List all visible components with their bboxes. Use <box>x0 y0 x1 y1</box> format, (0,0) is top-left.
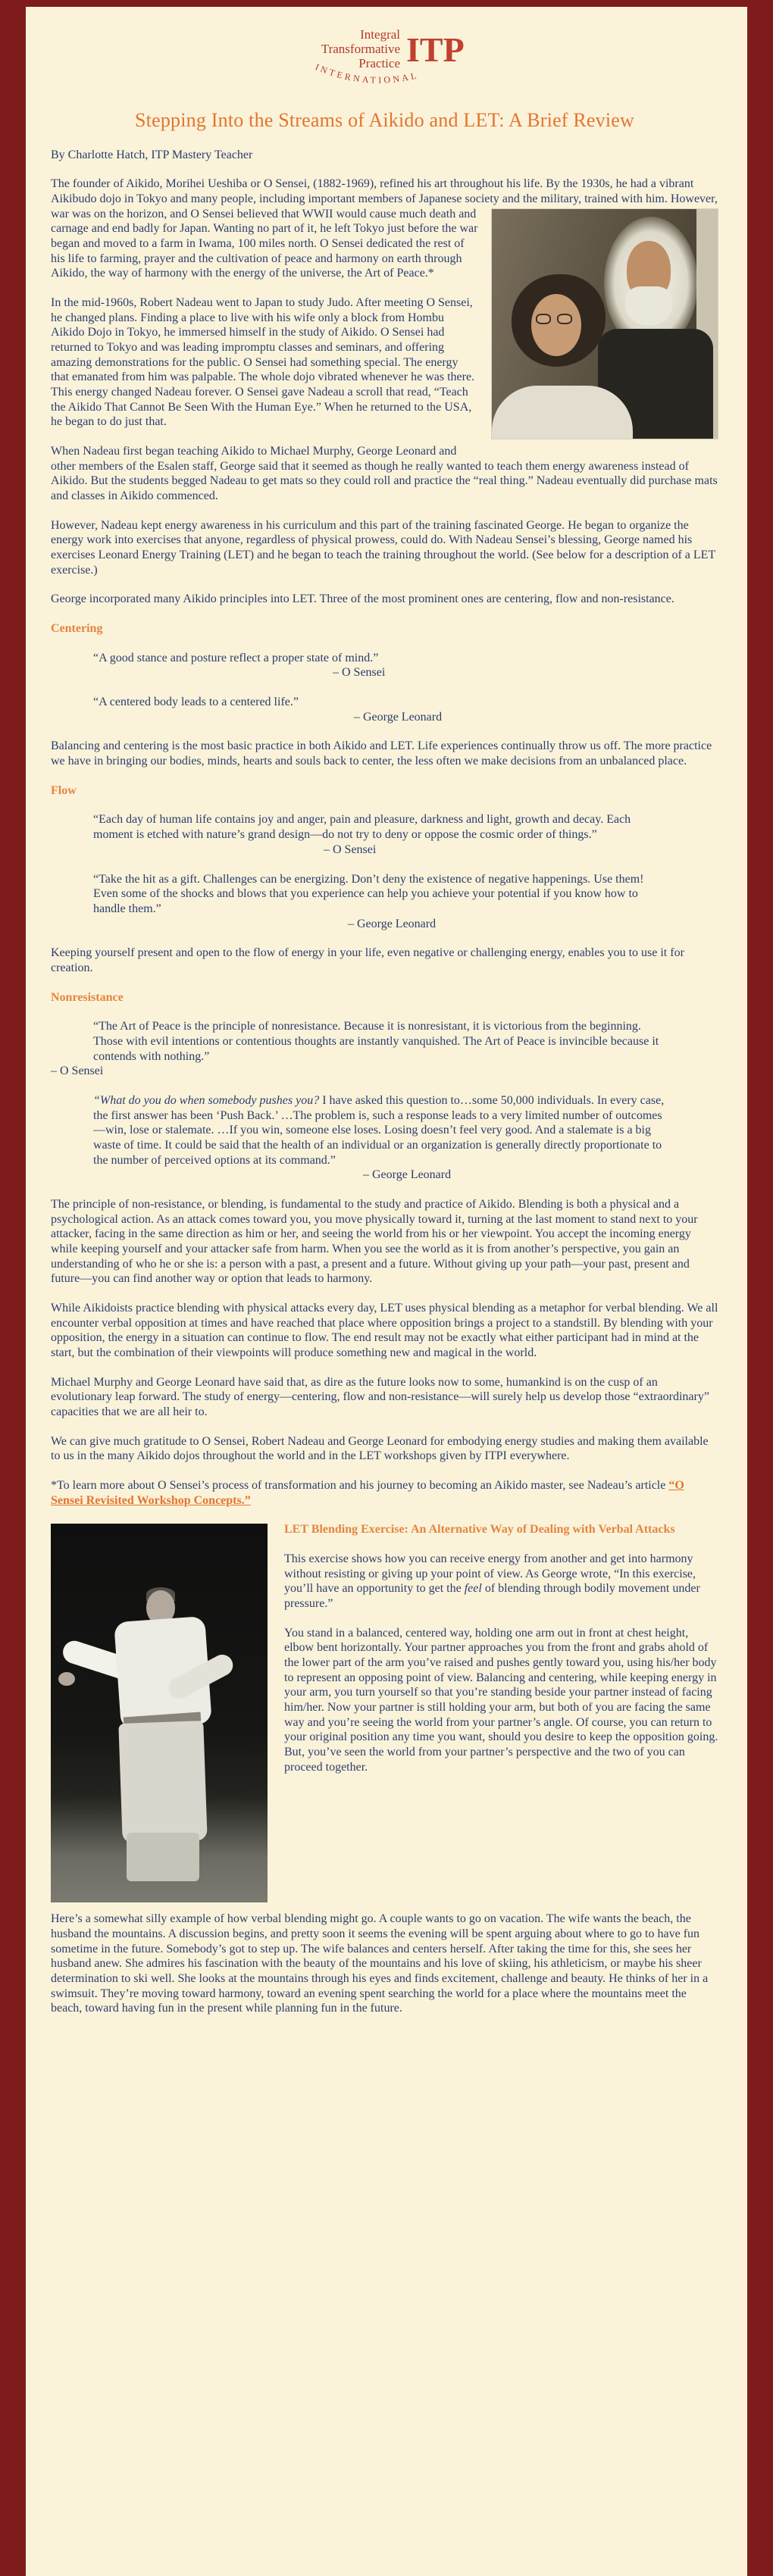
figure-gi-lower <box>118 1721 207 1843</box>
woman-light-top <box>492 386 633 439</box>
footnote-text: *To learn more about O Sensei’s process of transformation and his journey to becoming an Aikido master, see Nadeau’s article <box>51 1479 669 1492</box>
nonresistance-section <box>51 990 718 1183</box>
photo-aikido-demonstration <box>51 1524 268 1902</box>
byline: By Charlotte Hatch, ITP Mastery Teacher <box>51 148 253 161</box>
itp-logo-graphic <box>286 20 484 96</box>
man-beard <box>625 286 672 326</box>
woman-face <box>531 294 581 356</box>
closing-section <box>51 1197 718 1508</box>
logo-word-transformative: Transformative <box>321 42 400 56</box>
intro-paragraph-5: George incorporated many Aikido principles into LET. Three of the most prominent ones are centering, flow and non-resistance. <box>51 592 674 606</box>
article-content <box>26 7 747 2576</box>
intro-paragraph-4: However, Nadeau kept energy awareness in his curriculum and this part of the training fascinated George. He began to organize the energy work into exercises that anyone, regardless of physical prowess, could do. With Nadeau Sensei’s blessing, George named his exercises Leonard Energy Training (LET) and he began to teach the training throughout the world. (See below for a description of a LET exercise.) <box>51 518 715 577</box>
intro-section <box>51 177 718 607</box>
section-heading-flow: Flow <box>51 783 77 797</box>
section-heading-nonresistance: Nonresistance <box>51 990 124 1004</box>
centering-section <box>51 621 718 769</box>
page-title: Stepping Into the Streams of Aikido and LET: A Brief Review <box>135 108 634 131</box>
osensei-quote: “A good stance and posture reflect a proper state of mind.” <box>93 651 379 664</box>
exercise-paragraph-3: Here’s a somewhat silly example of how verbal blending might go. A couple wants to go on vacation. The wife wants the beach, the husband the mountains. A discussion begins, and pretty soon it seems the evening will be spent arguing about where to go to have fun sometime in the future. Somebody’s got to step up. The wife balances and centers herself. After taking the time for this, she sees her husband anew. She admires his fascination with the beauty of the mountains and his love of skiing, his athleticism, or maybe his sheer determination to ski well. She looks at the mountains through his eyes and finds excitement, challenge and beauty. He thinks of her in a swimsuit. They’re moving toward harmony, toward an evening spent searching the world for a place where the mountains meet the beach, toward having fun in the present while planning fun in the future. <box>51 1912 709 2015</box>
leonard-quote: “A centered body leads to a centered life.” <box>93 696 299 709</box>
logo-word-practice: Practice <box>358 56 400 70</box>
exercise-heading: LET Blending Exercise: An Alternative Way of Dealing with Verbal Attacks <box>284 1523 675 1537</box>
closing-paragraph-4: We can give much gratitude to O Sensei, Robert Nadeau and George Leonard for embodying energy studies and making them available to us in the many Aikido dojos throughout the world and in the LET workshops given by ITPI everywhere. <box>51 1434 709 1463</box>
logo-arc-text: INTERNATIONAL <box>313 61 420 86</box>
leonard-quote <box>93 1093 671 1168</box>
quote-attribution: – O Sensei <box>324 843 377 856</box>
leonard-quote: “Take the hit as a gift. Challenges can be energizing. Don’t deny the existence of negative happenings. Use them! Even some of the shocks and blows that you experience can help you achieve your potential if you know how to handle them.” <box>93 872 644 915</box>
exercise-p1-italic: feel <box>464 1582 482 1596</box>
centering-body: Balancing and centering is the most basic practice in both Aikido and LET. Life experiences continually throw us off. The more practice we have in bringing our bodies, minds, hearts and souls back to center, the less often we make decisions from an unbalanced place. <box>51 739 712 768</box>
intro-paragraph-2: In the mid-1960s, Robert Nadeau went to Japan to study Judo. After meeting O Sensei, he changed plans. Finding a place to live with his wife only a block from Hombu Aikido Dojo in Tokyo, he immersed himself in the study of Aikido. O Sensei had returned to Tokyo and was leading impromptu classes and seminars, and offering amazing demonstrations for the public. O Sensei had something special. The energy that emanated from him was palpable. The whole dojo vibrated whenever he was there. This energy changed Nadeau forever. O Sensei gave Nadeau a scroll that read, “Teach the Aikido That Cannot Be Seen With the Human Eye.” When he returned to the USA, he began to do just that. <box>51 296 475 429</box>
flow-body: Keeping yourself present and open to the flow of energy in your life, even negative or challenging energy, enables you to use it for creation. <box>51 946 684 974</box>
photo-two-practitioners <box>491 208 718 439</box>
quote-italic-lead: “What do you do when somebody pushes you? <box>93 1093 320 1107</box>
quote-attribution: – George Leonard <box>363 1168 452 1182</box>
figure-legs <box>127 1833 199 1881</box>
closing-paragraph-1: The principle of non-resistance, or blending, is fundamental to the study and practice of Aikido. Blending is both a physical and a psychological action. As an attack comes toward you, you move physically toward it, turning at the last moment to stand next to your attacker, facing in the same direction as him or her, and seeing the world from his or her viewpoint. You accept the incoming energy while keeping yourself and your attacker safe from harm. When you see the world as it is from another’s perspective, you gain an understanding of who he or she is: a person with a past, a present and a future. Without giving up your path—your past, present and future—you can find another way or option that leads to harmony. <box>51 1197 698 1286</box>
flow-section <box>51 783 718 976</box>
exercise-p1-tail: of blending through bodily movement under pressure.” <box>284 1582 700 1611</box>
intro-paragraph-1: The founder of Aikido, Morihei Ueshiba or O Sensei, (1882-1969), refined his art throughout his life. By the 1930s, he had a vibrant Aikibudo dojo in Tokyo and many people, including important members of Japanese society and the military, trained with him. However, war was on the horizon, and O Sensei believed that WWII would cause much death and carnage and end badly for Japan. Wanting no part of it, he left Tokyo just before the war began and moved to a farm in Iwama, 100 miles north. O Sensei dedicated the rest of his life to farming, prayer and the cultivation of peace and harmony on earth through Aikido, the way of harmony with the energy of the universe, the Art of Peace.* <box>51 177 718 280</box>
quote-attribution: – O Sensei <box>51 1064 104 1078</box>
glasses-right-lens <box>557 314 572 324</box>
logo-word-integral: Integral <box>359 27 400 42</box>
osensei-revisited-link[interactable]: “O Sensei Revisited Workshop Concepts.” <box>51 1479 684 1507</box>
section-heading-centering: Centering <box>51 622 103 636</box>
glasses-left-lens <box>536 314 551 324</box>
quote-attribution: – George Leonard <box>348 917 437 930</box>
quote-attribution: – O Sensei <box>333 666 386 680</box>
exercise-paragraph-2: You stand in a balanced, centered way, holding one arm out in front at chest height, elbow bent horizontally. Your partner approaches you from the front and grabs ahold of the lower part of the arm you’ve raised and pushes gently toward you, using his/her body to represent an opposing point of view. Balancing and centering, while keeping energy in your arm, you turn yourself so that you’re standing beside your partner instead of facing him/her. Now your partner is still holding your arm, but both of you are facing the same way and you’re seeing the world from your partner’s angle. Of course, you can return to your original position any time you want, should you desire to keep the opposition going. But, you’ve seen the world from your partner’s perspective and the two of you can proceed together. <box>284 1626 718 1774</box>
osensei-quote: “The Art of Peace is the principle of nonresistance. Because it is nonresistant, it is victorious from the beginning. Those with evil intentions or contentious thoughts are instantly vanquished. The Art of Peace is invincible because it contends with nothing.” <box>93 1020 659 1063</box>
exercise-section <box>51 1522 718 2016</box>
logo-acronym: ITP <box>405 30 465 69</box>
osensei-quote: “Each day of human life contains joy and anger, pain and pleasure, darkness and light, growth and decay. Each moment is etched with nature’s grand design—do not try to deny or oppose the cosmic order of things.” <box>93 813 631 842</box>
figure-hand <box>58 1672 75 1686</box>
exercise-p1-lead: This exercise shows how you can receive energy from another and get into harmony without resisting or giving up your point of view. As George wrote, “In this exercise, you’ll have an opportunity to get the <box>284 1552 696 1596</box>
quote-attribution: – George Leonard <box>354 710 443 724</box>
closing-paragraph-2: While Aikidoists practice blending with physical attacks every day, LET uses physical blending as a metaphor for verbal blending. We all encounter verbal opposition at times and have reached that place where opposition brings a project to a standstill. By blending with your opposition, the energy in a situation can continue to flow. The end result may not be exactly what either participant had in mind at the start, but the combination of their viewpoints will produce something new and magical in the world. <box>51 1301 718 1359</box>
itp-logo <box>51 20 718 101</box>
intro-paragraph-3: When Nadeau first began teaching Aikido to Michael Murphy, George Leonard and other members of the Esalen staff, George said that it seemed as though he really wanted to teach them energy awareness instead of Aikido. But the students begged Nadeau to get mats so they could roll and practice the “real thing.” Nadeau eventually did purchase mats and classes in Aikido commenced. <box>51 445 718 503</box>
footnote-paragraph <box>51 1478 718 1508</box>
closing-paragraph-3: Michael Murphy and George Leonard have said that, as dire as the future looks now to some, humankind is on the cusp of an evolutionary leap forward. The study of energy—centering, flow and non-resistance—will surely help us develop those “extraordinary” capacities that we are all heir to. <box>51 1375 709 1418</box>
quote-remainder: I have asked this question to…some 50,000 individuals. In every case, the first answer has been ‘Push Back.’ …The problem is, such a response leads to a very limited number of outcomes—win, lose or stalemate. …If you win, someone else loses. Losing doesn’t feel very good. And a stalemate is a big waste of time. It could be said that the health of an individual or an organization is generally directly proportionate to the number of perceived options at its command.” <box>93 1093 665 1167</box>
